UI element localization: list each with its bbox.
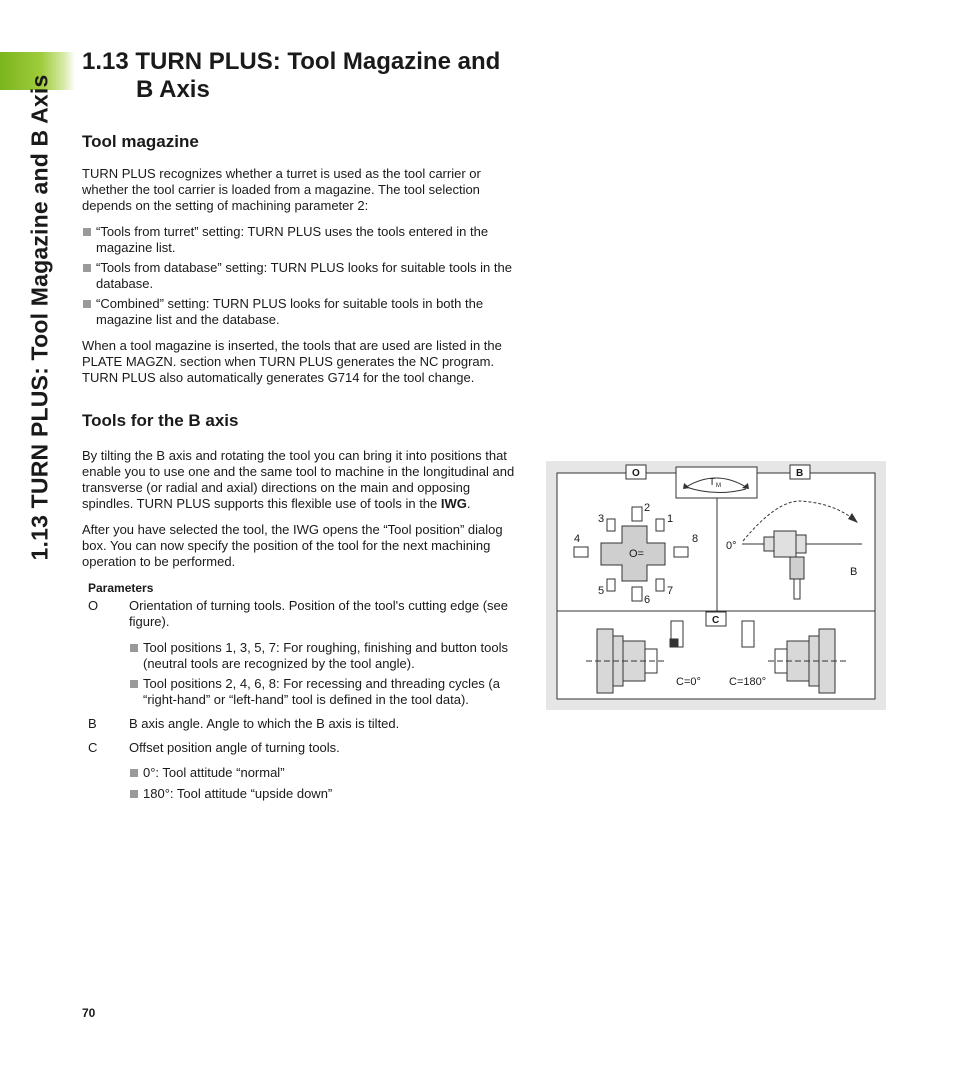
bullet-square-icon — [83, 264, 91, 272]
bullet-square-icon — [130, 769, 138, 777]
position-label-1: 1 — [667, 513, 674, 525]
list-item-text: Tool positions 2, 4, 6, 8: For recessing and threading cycles (a “right-hand” or “left-hand” tool is defined in the tool data). — [143, 676, 500, 707]
param-row-o — [82, 598, 524, 630]
position-label-4: 4 — [574, 533, 581, 545]
param-key: C — [88, 740, 98, 755]
list-item — [129, 765, 524, 781]
c-zero-tool-icon — [670, 621, 683, 647]
param-desc: Orientation of turning tools. Position of the tool's cutting edge (see figure). — [129, 598, 508, 629]
list-item — [129, 640, 524, 672]
list-item — [82, 260, 524, 292]
main-content — [82, 48, 524, 802]
label-b: B — [796, 468, 804, 479]
side-chapter-title — [20, 52, 60, 582]
list-item-text: Tool positions 1, 3, 5, 7: For roughing, finishing and button tools (neutral tools are recognized by the tool angle). — [143, 640, 508, 671]
param-row-b — [82, 716, 524, 732]
param-key: O — [88, 598, 99, 613]
param-o-bullets — [82, 640, 524, 708]
tool-5-icon — [607, 579, 615, 591]
side-chapter-title-text: 1.13 TURN PLUS: Tool Magazine and B Axis — [26, 74, 53, 560]
tool-magazine-bullets — [82, 224, 524, 328]
position-label-8: 8 — [692, 533, 699, 545]
page-number: 70 — [82, 1006, 96, 1020]
b-axis-para2: After you have selected the tool, the IWG opens the “Tool position” dialog box. You can now specify the position of the tool for the next machining operation to be performed. — [82, 522, 503, 569]
zero-degree-label: 0° — [726, 540, 737, 552]
tool-4-icon — [574, 547, 588, 557]
bullet-square-icon — [130, 644, 138, 652]
label-c: C — [712, 615, 720, 626]
b-angle-label: B — [850, 566, 858, 578]
position-label-2: 2 — [644, 502, 651, 514]
c-zero-label: C=0° — [676, 676, 701, 688]
list-item-text: “Combined” setting: TURN PLUS looks for suitable tools in both the magazine list and the database. — [96, 296, 484, 327]
tool-2-icon — [632, 507, 642, 521]
bullet-square-icon — [130, 790, 138, 798]
param-key: B — [88, 716, 97, 731]
page-title-line2: B Axis — [136, 76, 210, 103]
tool-magazine-heading: Tool magazine — [82, 132, 199, 151]
tool-position-diagram — [546, 461, 886, 710]
tm-subscript: M — [716, 483, 721, 489]
tool-6-icon — [632, 587, 642, 601]
c-180-label: C=180° — [729, 676, 767, 688]
list-item — [82, 224, 524, 256]
tool-position-figure — [546, 461, 886, 710]
b-axis-para1: By tilting the B axis and rotating the tool you can bring it into positions that enable you to use one and the same tool to machine in the longitudinal and transverse (or radial and axial) directions on the main and opposing spindles. TURN PLUS supports this flexible use of tools in the IWG. — [82, 448, 515, 511]
list-item — [129, 786, 524, 802]
param-desc: Offset position angle of turning tools. — [129, 740, 340, 755]
bullet-square-icon — [83, 228, 91, 236]
tool-3-icon — [607, 519, 615, 531]
position-label-3: 3 — [598, 513, 605, 525]
list-item-text: 180°: Tool attitude “upside down” — [143, 786, 333, 801]
position-label-7: 7 — [667, 585, 674, 597]
tool-8-icon — [674, 547, 688, 557]
list-item — [129, 676, 524, 708]
list-item — [82, 296, 524, 328]
param-desc: B axis angle. Angle to which the B axis is tilted. — [129, 716, 400, 731]
b-axis-heading: Tools for the B axis — [82, 411, 239, 430]
o-equals-label: O= — [629, 548, 644, 560]
parameters-heading: Parameters — [88, 581, 154, 595]
tool-magazine-closing: When a tool magazine is inserted, the tools that are used are listed in the PLATE MAGZN. section when TURN PLUS generates the NC program. TURN PLUS also automatically generates G714 for the tool change. — [82, 338, 502, 385]
tool-magazine-intro: TURN PLUS recognizes whether a turret is used as the tool carrier or whether the tool carrier is loaded from a magazine. The tool selection depends on the setting of machining parameter 2: — [82, 166, 481, 213]
position-label-5: 5 — [598, 585, 605, 597]
param-c-bullets — [82, 765, 524, 802]
tool-7-icon — [656, 579, 664, 591]
label-o: O — [632, 468, 640, 479]
param-row-c — [82, 740, 524, 756]
list-item-text: 0°: Tool attitude “normal” — [143, 765, 285, 780]
page-title — [82, 48, 524, 104]
bullet-square-icon — [83, 300, 91, 308]
tm-label: T — [709, 477, 716, 488]
c-180-tool-icon — [742, 621, 754, 647]
page-title-line1: 1.13 TURN PLUS: Tool Magazine and — [82, 48, 501, 75]
list-item-text: “Tools from database” setting: TURN PLUS looks for suitable tools in the database. — [96, 260, 512, 291]
position-label-6: 6 — [644, 594, 651, 606]
list-item-text: “Tools from turret” setting: TURN PLUS uses the tools entered in the magazine list. — [96, 224, 489, 255]
tool-1-icon — [656, 519, 664, 531]
iwg-bold: IWG — [440, 496, 467, 511]
bullet-square-icon — [130, 680, 138, 688]
